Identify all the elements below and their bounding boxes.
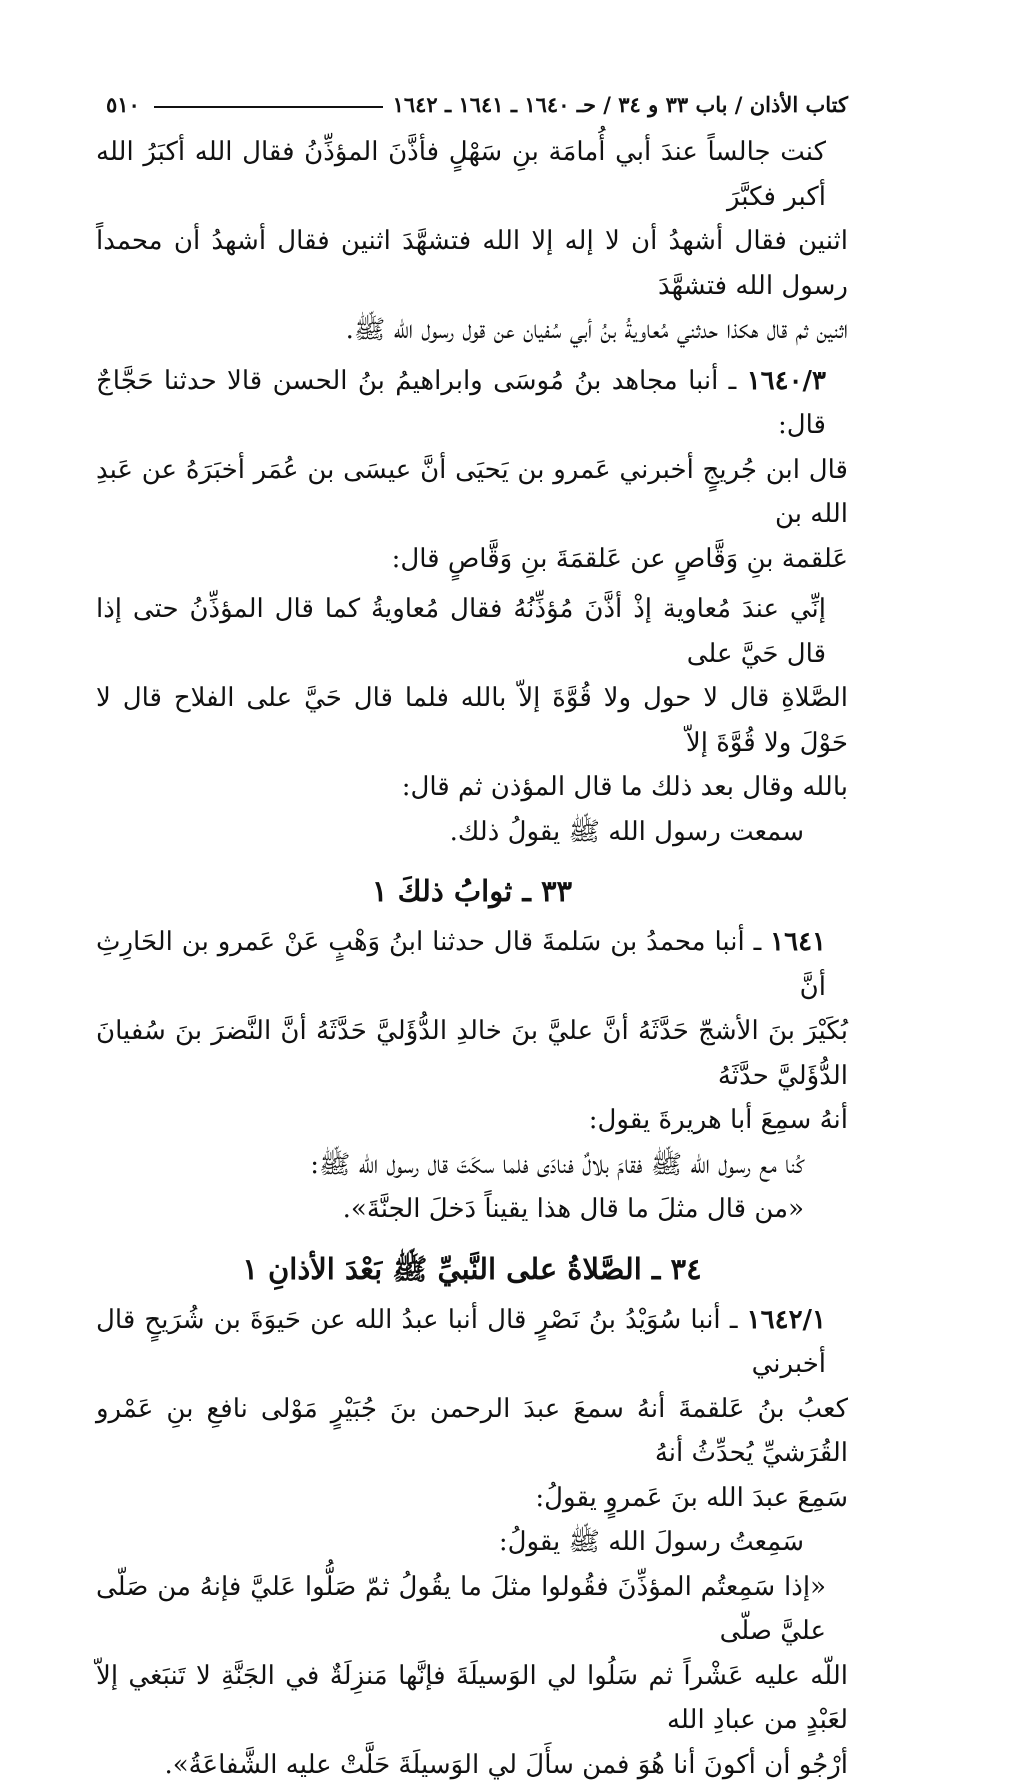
hadith-1640: [96, 359, 848, 582]
hadith-number: ١٦٤٢/١: [747, 1305, 826, 1335]
text-line: اثنين ثم قال هكذا حدثني مُعاويةُ بنُ أبي سُفيان عن قول رسول الله ﷺ.: [96, 308, 848, 353]
text-line: كنت جالساً عندَ أبي أُمامَة بنِ سَهْلٍ فأذَّنَ المؤذِّنُ فقال الله أكبَرُ الله أكبر فكبَّرَ: [96, 130, 848, 219]
text-line: «إذا سَمِعتُم المؤذِّنَ فقُولوا مثلَ ما يقُولُ ثمّ صَلُّوا عَليَّ فإنهُ من صَلّى عليَّ صلّى: [96, 1565, 848, 1654]
document-page: [96, 84, 848, 1424]
text-line: سمعت رسول الله ﷺ يقولُ ذلك.: [96, 810, 848, 855]
hadith-isnad-line: [96, 1298, 848, 1387]
text-line: ـ أنبا محمدُ بن سَلمةَ قال حدثنا ابنُ وَهْبٍ عَنْ عَمرو بن الحَارِثِ أنَّ: [96, 927, 826, 1002]
hadith-1642: [96, 1298, 848, 1787]
text-line: ـ أنبا سُوَيْدُ بنُ نَصْرٍ قال أنبا عبدُ الله عن حَيوَةَ بن شُرَيحٍ قال أخبرني: [96, 1305, 826, 1380]
running-header: [96, 84, 848, 124]
text-line: أنهُ سمِعَ أبا هريرةَ يقول:: [96, 1098, 848, 1143]
text-line: عَلقمة بنِ وَقَّاصٍ عن عَلقمَةَ بنِ وَقَّاصٍ قال:: [96, 537, 848, 582]
text-line: سَمِعتُ رسولَ الله ﷺ يقولُ:: [96, 1520, 848, 1565]
text-line: كعبُ بنُ عَلقمةَ أنهُ سمعَ عبدَ الرحمن بنَ جُبَيْرٍ مَوْلى نافعِ بنِ عَمْرو القُرَشيِّ يُحدِّثُ أنهُ: [96, 1387, 848, 1476]
text-line: سَمِعَ عبدَ الله بنَ عَمروٍ يقولُ:: [96, 1476, 848, 1521]
section-heading-34: ٣٤ ـ الصَّلاةُ على النَّبيِّ ﷺ بَعْدَ الأذانِ ١: [96, 1246, 848, 1292]
text-line: كُنا مع رسول الله ﷺ فقامَ بلالٌ فنادَى فلما سكَتَ قال رسول الله ﷺ:: [96, 1143, 848, 1188]
text-line: قال ابن جُريجٍ أخبرني عَمرو بن يَحيَى أنَّ عيسَى بن عُمَر أخبَرَهُ عن عَبدِ الله بن: [96, 448, 848, 537]
hadith-number: ١٦٤١: [770, 927, 826, 957]
text-line: الصَّلاةِ قال لا حول ولا قُوَّةَ إلاّ بالله فلما قال حَيَّ على الفلاح قال لا حَوْلَ ولا قُوَّةَ إلاّ: [96, 676, 848, 765]
text-line: ـ أنبا مجاهد بنُ مُوسَى وابراهيمُ بنُ الحسن قالا حدثنا حَجَّاجٌ قال:: [96, 366, 826, 441]
section-heading-33: ٣٣ ـ ثوابُ ذلكَ ١: [96, 868, 848, 914]
text-line: أرْجُو أن أكونَ أنا هُوَ فمن سأَلَ لي الوَسيلَةَ حَلَّتْ عليه الشَّفاعَةُ».: [96, 1743, 848, 1787]
hadith-isnad-line: [96, 920, 848, 1009]
hadith-1641: [96, 920, 848, 1232]
text-line: اثنين فقال أشهدُ أن لا إله إلا الله فتشهَّدَ اثنين فقال أشهدُ أن محمداً رسول الله فتشهَّدَ: [96, 219, 848, 308]
page-number: ٥١٠: [106, 92, 140, 117]
hadith-number: ١٦٤٠/٣: [747, 366, 826, 396]
text-line: «من قال مثلَ ما قال هذا يقيناً دَخلَ الجنَّةَ».: [96, 1187, 848, 1232]
text-line: بُكَيْرَ بنَ الأشجّ حَدَّثَهُ أنَّ عليَّ بنَ خالدِ الدُّؤَليَّ حَدَّثَهُ أنَّ النَّضرَ بنَ سُفيانَ الدُّؤَليَّ حدَّثَهُ: [96, 1009, 848, 1098]
header-title: كتاب الأذان / باب ٣٣ و ٣٤ / حـ ١٦٤٠ ـ ١٦٤١ ـ ١٦٤٢: [393, 92, 848, 117]
text-line: إنِّي عندَ مُعاوية إذْ أذَّنَ مُؤذِّنُهُ فقال مُعاويةُ كما قال المؤذِّنُ حتى إذا قال حَيَّ على: [96, 587, 848, 676]
hadith-isnad-line: [96, 359, 848, 448]
text-line: اللّه عليه عَشْراً ثم سَلُوا لي الوَسيلَةَ فإنَّها مَنزِلَةٌ في الجَنَّةِ لا تَنبَغي إلاّ لعَبْدٍ من عبادِ الله: [96, 1654, 848, 1743]
header-rule: [154, 106, 383, 108]
hadith-1640-matn: [96, 587, 848, 854]
paragraph-1639-continuation: [96, 130, 848, 353]
text-line: بالله وقال بعد ذلك ما قال المؤذن ثم قال:: [96, 765, 848, 810]
